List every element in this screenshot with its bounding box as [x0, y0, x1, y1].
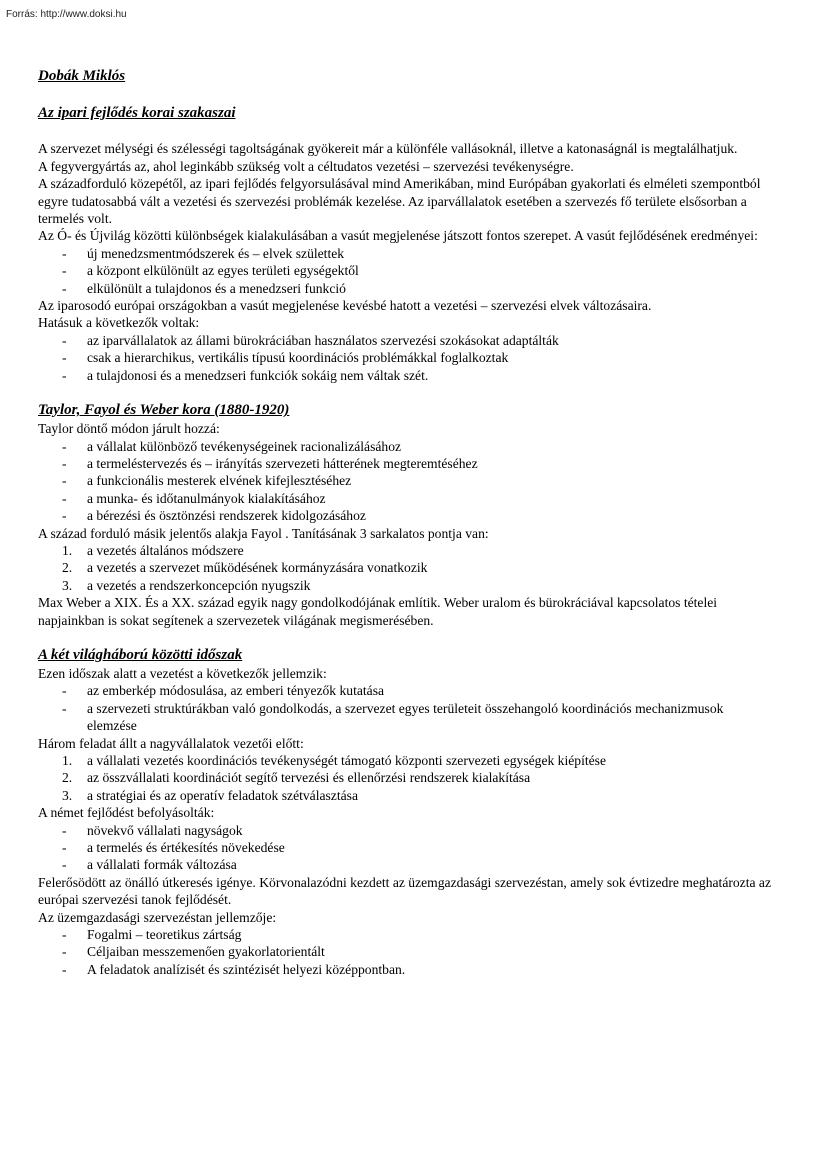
- number-marker: 2.: [62, 770, 73, 786]
- list-item: - a termelés és értékesítés növekedése: [62, 840, 285, 856]
- bullet-list: [38, 822, 773, 874]
- list-item: 3. a vezetés a rendszerkoncepción nyugszik: [62, 577, 311, 593]
- document-title: Az ipari fejlődés korai szakaszai: [38, 105, 236, 122]
- section-heading: A két világháború közötti időszak: [38, 646, 243, 663]
- dash-marker: -: [62, 683, 67, 699]
- paragraph: Ezen időszak alatt a vezetést a következők jellemzik:: [38, 665, 327, 681]
- number-marker: 1.: [62, 542, 73, 558]
- list-item: - a termeléstervezés és – irányítás szervezeti hátterének megteremtéséhez: [62, 455, 478, 471]
- list-item: - Céljaiban messzemenően gyakorlatorientált: [62, 944, 325, 960]
- dash-marker: -: [62, 944, 67, 960]
- numbered-list: [38, 752, 773, 804]
- dash-marker: -: [62, 367, 67, 383]
- paragraph: A fegyvergyártás az, ahol leginkább szükség volt a céltudatos vezetési – szervezési tevékenységre.: [38, 158, 574, 174]
- dash-marker: -: [62, 840, 67, 856]
- bullet-list: [38, 926, 773, 978]
- dash-marker: -: [62, 263, 67, 279]
- author-name: Dobák Miklós: [38, 68, 126, 84]
- paragraph: Max Weber a XIX. És a XX. század egyik nagy gondolkodójának említik. Weber uralom és bürokráciával kapcsolatos tételei napjainkban is sokat segítenek a szervezetek világának megismerésében.: [38, 595, 718, 628]
- number-marker: 2.: [62, 560, 73, 576]
- number-marker: 3.: [62, 787, 73, 803]
- list-item: - csak a hierarchikus, vertikális típusú koordinációs problémákkal foglalkoztak: [62, 350, 509, 366]
- list-item: - új menedzsmentmódszerek és – elvek születtek: [62, 245, 345, 261]
- paragraph: Az iparosodó európai országokban a vasút megjelenése kevésbé hatott a vezetési – szervezési elvek változásaira.: [38, 298, 652, 314]
- document-body: [38, 68, 773, 978]
- list-item: 1. a vállalati vezetés koordinációs tevékenységét támogató központi szervezeti egységek kiépítése: [62, 753, 606, 768]
- paragraph: Taylor döntő módon járult hozzá:: [38, 421, 220, 437]
- list-item: - a vállalat különböző tevékenységeinek racionalizálásához: [62, 438, 402, 454]
- dash-marker: -: [62, 438, 67, 454]
- dash-marker: -: [62, 700, 67, 716]
- bullet-list: [38, 245, 773, 297]
- paragraph: Hatásuk a következők voltak:: [38, 315, 200, 331]
- list-item: - a szervezeti struktúrákban való gondolkodás, a szervezet egyes területeit összehangoló koordinációs mechanizmusok elemzése: [62, 700, 724, 734]
- dash-marker: -: [62, 245, 67, 261]
- dash-marker: -: [62, 857, 67, 873]
- list-item: - növekvő vállalati nagyságok: [62, 822, 243, 838]
- dash-marker: -: [62, 280, 67, 296]
- paragraph: A század forduló másik jelentős alakja Fayol . Tanításának 3 sarkalatos pontja van:: [38, 525, 489, 541]
- list-item: - a központ elkülönült az egyes területi egységektől: [62, 263, 359, 279]
- bullet-list: [38, 682, 773, 734]
- list-item: 3. a stratégiai és az operatív feladatok szétválasztása: [62, 787, 358, 803]
- dash-marker: -: [62, 332, 67, 348]
- paragraph: A századforduló közepétől, az ipari fejlődés felgyorsulásával mind Amerikában, mind Európában gyakorlati és elméleti szempontból egyre tudatosabbá vált a vezetési és szervezési problémák kezelése. Az iparvállalatok esetében a szervezés fő területe elsősorban a termelés volt.: [38, 176, 761, 227]
- number-marker: 3.: [62, 577, 73, 593]
- list-item: - a vállalati formák változása: [62, 857, 237, 873]
- section-heading: Taylor, Fayol és Weber kora (1880-1920): [38, 402, 290, 419]
- list-item: 1. a vezetés általános módszere: [62, 542, 244, 558]
- list-item: 2. az összvállalati koordinációt segítő tervezési és ellenőrzési rendszerek kialakítása: [62, 770, 531, 786]
- paragraph: A német fejlődést befolyásolták:: [38, 805, 215, 821]
- dash-marker: -: [62, 490, 67, 506]
- dash-marker: -: [62, 961, 67, 977]
- paragraph: Három feladat állt a nagyvállalatok vezetői előtt:: [38, 735, 304, 751]
- list-item: 2. a vezetés a szervezet működésének kormányzására vonatkozik: [62, 560, 428, 576]
- dash-marker: -: [62, 927, 67, 943]
- source-note: Forrás: http://www.doksi.hu: [6, 9, 127, 20]
- bullet-list: [38, 438, 773, 525]
- list-item: - elkülönült a tulajdonos és a menedzseri funkció: [62, 280, 346, 296]
- list-item: - a munka- és időtanulmányok kialakításához: [62, 490, 326, 506]
- paragraph: A szervezet mélységi és szélességi tagoltságának gyökereit már a különféle vallásoknál, illetve a katonaságnál is megtalálhatjuk.: [38, 141, 738, 157]
- paragraph: Felerősödött az önálló útkeresés igénye. Körvonalazódni kezdett az üzemgazdasági szervezéstan, amely sok évtizedre meghatározta az európai szervezési tanok fejlődését.: [38, 874, 771, 908]
- paragraph: Az üzemgazdasági szervezéstan jellemzője:: [38, 909, 277, 925]
- dash-marker: -: [62, 473, 67, 489]
- dash-marker: -: [62, 508, 67, 524]
- list-item: - a tulajdonosi és a menedzseri funkciók sokáig nem váltak szét.: [62, 367, 429, 383]
- dash-marker: -: [62, 350, 67, 366]
- list-item: - az emberkép módosulása, az emberi tényezők kutatása: [62, 683, 385, 699]
- number-marker: 1.: [62, 753, 73, 768]
- list-item: - a bérezési és ösztönzési rendszerek kidolgozásához: [62, 508, 366, 524]
- list-item: - Fogalmi – teoretikus zártság: [62, 927, 242, 943]
- list-item: - A feladatok analízisét és szintézisét helyezi középpontban.: [62, 961, 406, 977]
- dash-marker: -: [62, 455, 67, 471]
- numbered-list: [38, 542, 773, 594]
- list-item: - az iparvállalatok az állami bürokráciában használatos szervezési szokásokat adaptálták: [62, 332, 559, 348]
- bullet-list: [38, 332, 773, 384]
- paragraph: Az Ó- és Újvilág közötti különbségek kialakulásában a vasút megjelenése játszott fontos szerepet. A vasút fejlődésének eredményei:: [38, 228, 758, 244]
- dash-marker: -: [62, 822, 67, 838]
- list-item: - a funkcionális mesterek elvének kifejlesztéséhez: [62, 473, 352, 489]
